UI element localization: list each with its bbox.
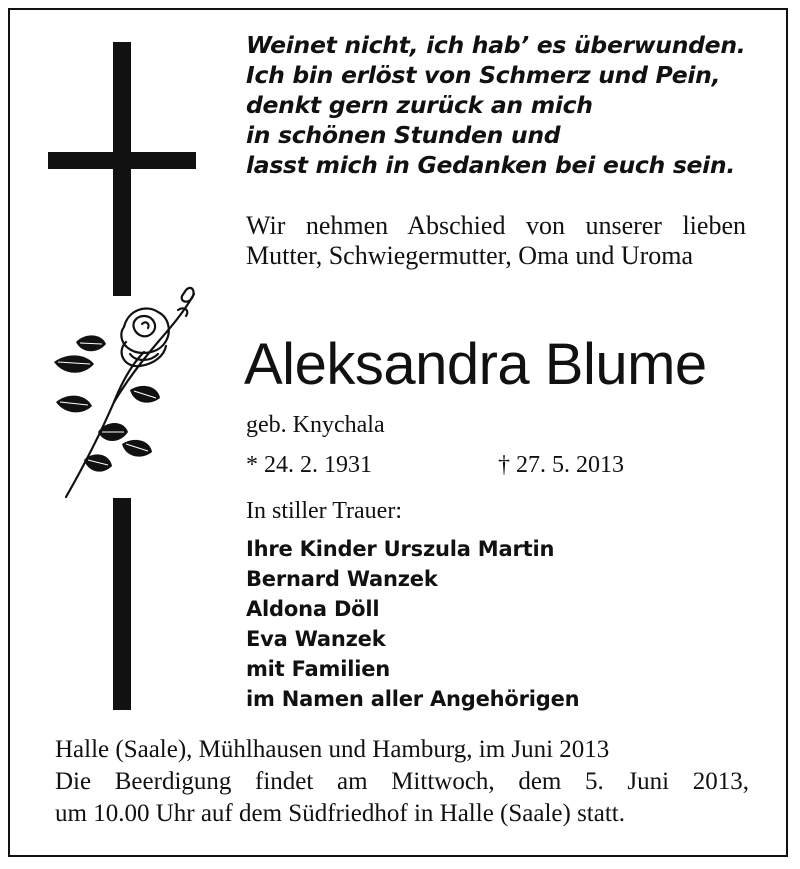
rose-icon [46, 282, 196, 502]
funeral-line: um 10.00 Uhr auf dem Südfriedhof in Halle (Saale) statt. [55, 800, 625, 827]
cross-stem-lower [113, 498, 131, 710]
poem-line: denkt gern zurück an mich [246, 91, 593, 119]
mourner-line: Ihre Kinder Urszula Martin [246, 537, 555, 561]
birth-date: * 24. 2. 1931 [246, 452, 372, 478]
farewell-intro: Wir nehmen Abschied von unserer lieben Mutter, Schwiegermutter, Oma und Uroma [246, 211, 746, 270]
death-date: † 27. 5. 2013 [498, 452, 624, 478]
cross-bar [48, 152, 196, 169]
funeral-line: Die Beerdigung findet am Mittwoch, dem 5. Juni 2013, [55, 768, 749, 795]
mourner-line: Aldona Döll [246, 597, 380, 621]
birth-name: geb. Knychala [246, 412, 385, 438]
funeral-info [55, 734, 749, 830]
mourner-line: mit Familien [246, 657, 390, 681]
mourning-label: In stiller Trauer: [246, 498, 402, 524]
mourners-list [246, 534, 579, 714]
poem-line: in schönen Stunden und [246, 121, 561, 149]
mourner-line: Bernard Wanzek [246, 567, 438, 591]
deceased-name: Aleksandra Blume [244, 332, 707, 397]
place-date: Halle (Saale), Mühlhausen und Hamburg, im Juni 2013 [55, 736, 610, 763]
cross-icon [113, 42, 131, 296]
poem-line: lasst mich in Gedanken bei euch sein. [246, 151, 735, 179]
mourner-line: im Namen aller Angehörigen [246, 687, 580, 711]
mourner-line: Eva Wanzek [246, 627, 386, 651]
poem-line: Ich bin erlöst von Schmerz und Pein, [246, 61, 721, 89]
memorial-poem [246, 30, 766, 180]
poem-line: Weinet nicht, ich hab’ es überwunden. [246, 31, 746, 59]
